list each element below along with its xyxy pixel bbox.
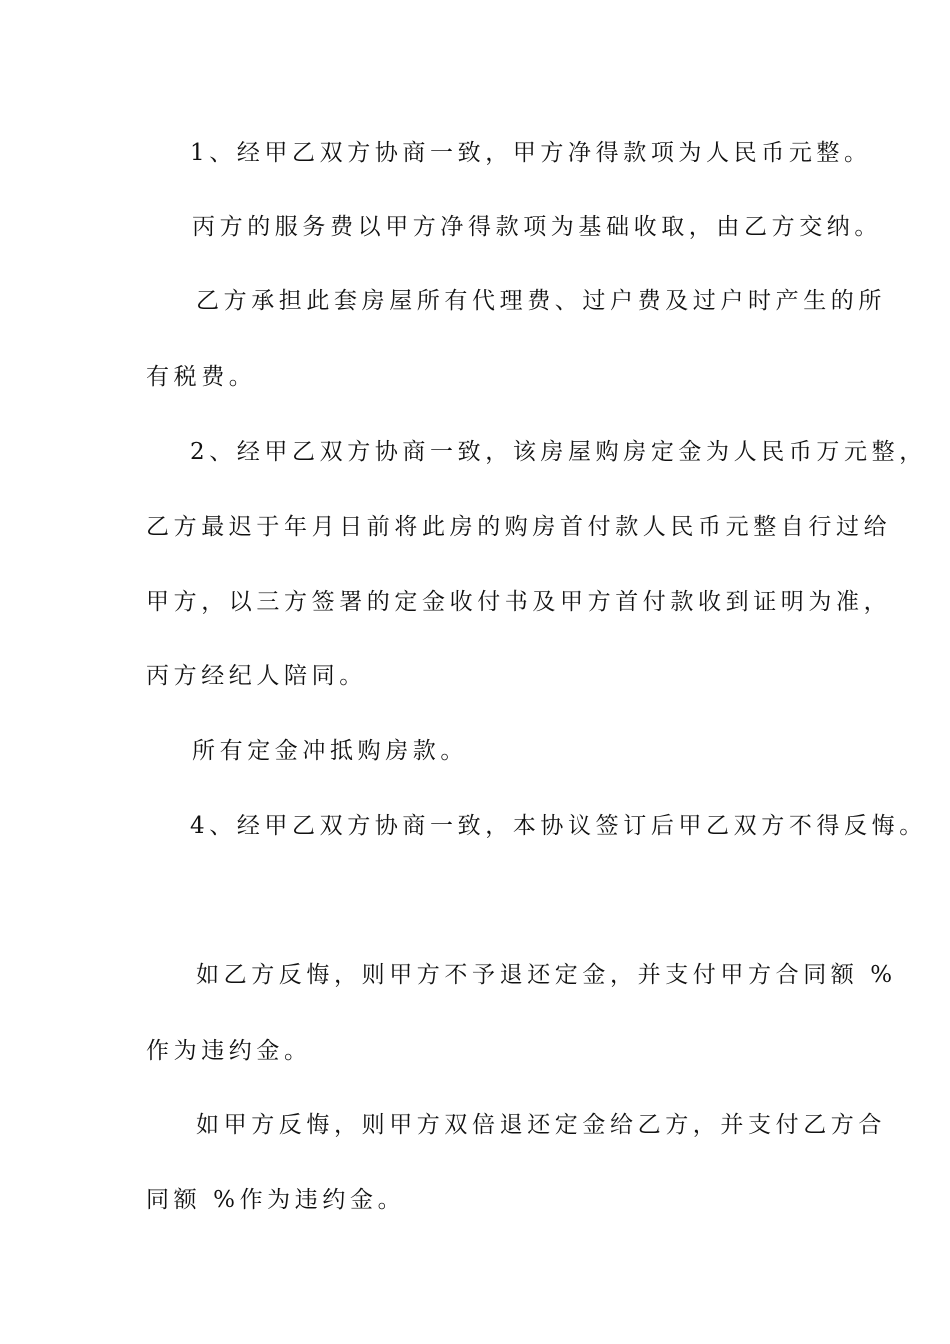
paragraph-3-line-2: 有税费。 [146, 364, 257, 390]
paragraph-2-line-1: 丙方的服务费以甲方净得款项为基础收取，由乙方交纳。 [192, 214, 882, 240]
paragraph-1-line-1: 1、经甲乙双方协商一致，甲方净得款项为人民币元整。 [190, 140, 872, 166]
paragraph-6-line-1: 4、经甲乙双方协商一致，本协议签订后甲乙双方不得反悔。 [190, 813, 927, 839]
paragraph-5-line-1: 所有定金冲抵购房款。 [192, 738, 468, 764]
paragraph-8-line-1: 如甲方反悔，则甲方双倍退还定金给乙方，并支付乙方合 [196, 1112, 886, 1138]
paragraph-4-line-2: 乙方最迟于年月日前将此房的购房首付款人民币元整自行过给 [146, 514, 892, 540]
paragraph-7-line-1: 如乙方反悔，则甲方不予退还定金，并支付甲方合同额 % [196, 962, 897, 988]
paragraph-3-line-1: 乙方承担此套房屋所有代理费、过户费及过户时产生的所 [196, 288, 886, 314]
paragraph-7-line-2: 作为违约金。 [146, 1038, 312, 1064]
paragraph-8-line-2: 同额 %作为违约金。 [146, 1187, 406, 1213]
paragraph-4-line-3: 甲方，以三方签署的定金收付书及甲方首付款收到证明为准， [146, 589, 892, 615]
paragraph-4-line-4: 丙方经纪人陪同。 [146, 663, 367, 689]
paragraph-4-line-1: 2、经甲乙双方协商一致，该房屋购房定金为人民币万元整， [190, 439, 927, 465]
